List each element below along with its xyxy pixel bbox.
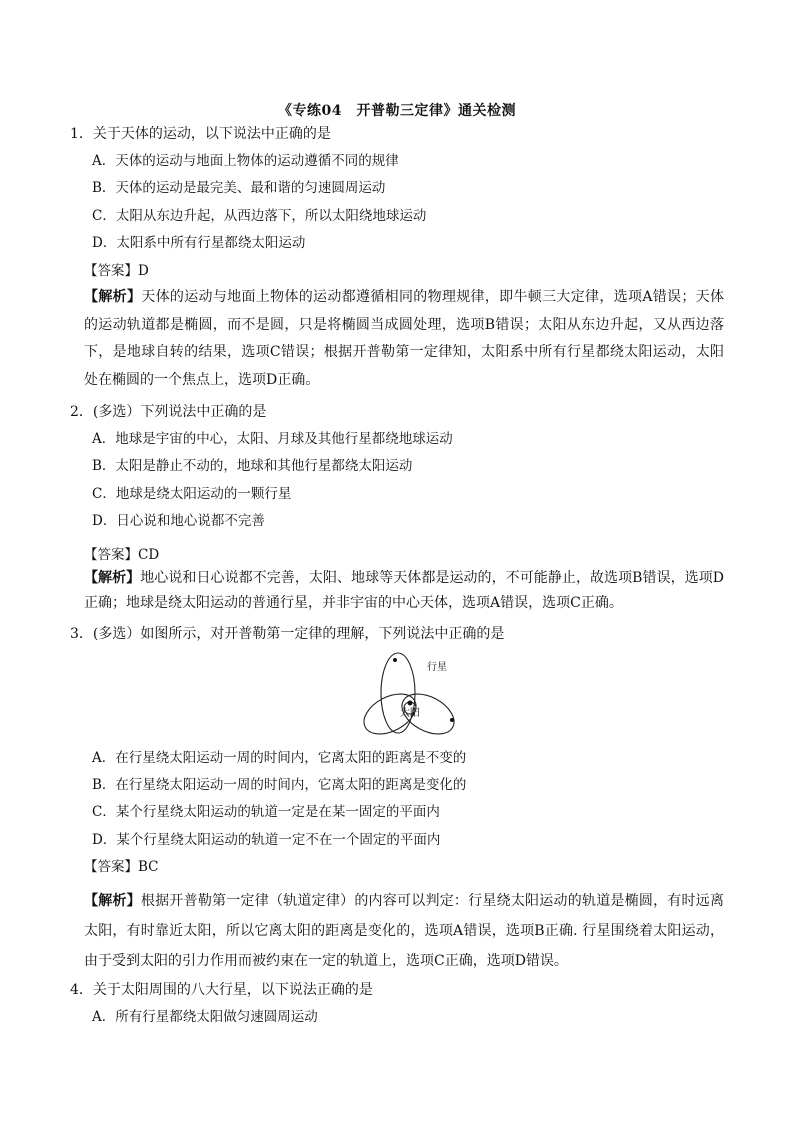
- question-2-option-b: B．太阳是静止不动的，地球和其他行星都绕太阳运动: [92, 458, 413, 474]
- analysis-text: 天体的运动与地面上物体的运动都遵循相同的物理规律，即牛顿三大定律，选项A错误；天体的运动轨道都是椭圆，而不是圆，只是将椭圆当成圆处理，选项B错误；太阳从东边升起，又从西边落下，是地球自转的结果，选项C错误；根据开普勒第一定律知，太阳系中所有行星都绕太阳运动，太阳处在椭圆的一个焦点上，选项D正确。: [84, 289, 725, 388]
- question-1-answer: 【答案】D: [84, 263, 149, 279]
- planet-label: 行星: [427, 662, 447, 673]
- question-3-option-d: D．某个行星绕太阳运动的轨道一定不在一个固定的平面内: [92, 832, 441, 848]
- question-2-option-a: A．地球是宇宙的中心，太阳、月球及其他行星都绕地球运动: [92, 431, 453, 447]
- question-2-option-c: C．地球是绕太阳运动的一颗行星: [92, 486, 292, 502]
- question-2-option-d: D．日心说和地心说都不完善: [92, 513, 265, 529]
- sun-dot: [408, 701, 413, 706]
- analysis-text: 根据开普勒第一定律（轨道定律）的内容可以判定：行星绕太阳运动的轨道是椭圆，有时远离太阳，有时靠近太阳，所以它离太阳的距离是变化的，选项A错误，选项B正确. 行星围绕着太阳运动，由于受到太阳的引力作用而被约束在一定的轨道上，选项C正确，选项D错误。: [84, 893, 725, 969]
- question-1-option-b: B．天体的运动是最完美、最和谐的匀速圆周运动: [92, 180, 386, 196]
- sun-label: 太阳: [400, 708, 420, 719]
- question-3-answer: 【答案】BC: [84, 859, 159, 875]
- question-3-analysis: [84, 886, 724, 976]
- question-3-option-b: B．在行星绕太阳运动一周的时间内，它离太阳的距离是变化的: [92, 777, 467, 793]
- question-1-stem: 1．关于天体的运动，以下说法中正确的是: [70, 126, 331, 142]
- question-1-analysis: [84, 284, 724, 394]
- question-3-option-c: C．某个行星绕太阳运动的轨道一定是在某一固定的平面内: [92, 804, 440, 820]
- analysis-label: 【解析】: [84, 570, 141, 586]
- question-1-option-a: A．天体的运动与地面上物体的运动遵循不同的规律: [92, 153, 399, 169]
- question-2-answer: 【答案】CD: [84, 547, 160, 563]
- question-2-analysis: [84, 566, 724, 616]
- planet-dot-right: [450, 718, 454, 722]
- analysis-text: 地心说和日心说都不完善，太阳、地球等天体都是运动的，不可能静止，故选项B错误，选项D正确；地球是绕太阳运动的普通行星，并非宇宙的中心天体，选项A错误，选项C正确。: [84, 570, 725, 611]
- question-2-stem: 2．(多选）下列说法中正确的是: [70, 404, 267, 420]
- question-4-stem: 4．关于太阳周围的八大行星，以下说法正确的是: [70, 982, 373, 998]
- question-1-option-c: C．太阳从东边升起，从西边落下，所以太阳绕地球运动: [92, 208, 427, 224]
- planet-dot-top: [393, 658, 397, 662]
- question-1-option-d: D．太阳系中所有行星都绕太阳运动: [92, 235, 306, 251]
- question-4-option-a: A．所有行星都绕太阳做匀速圆周运动: [92, 1009, 318, 1025]
- question-3-option-a: A．在行星绕太阳运动一周的时间内，它离太阳的距离是不变的: [92, 750, 467, 766]
- question-3-stem: 3．(多选）如图所示，对开普勒第一定律的理解，下列说法中正确的是: [70, 626, 505, 642]
- analysis-label: 【解析】: [84, 893, 141, 909]
- analysis-label: 【解析】: [84, 289, 142, 305]
- page-title: 《专练04 开普勒三定律》通关检测: [278, 103, 516, 119]
- orbit-figure: [355, 648, 465, 748]
